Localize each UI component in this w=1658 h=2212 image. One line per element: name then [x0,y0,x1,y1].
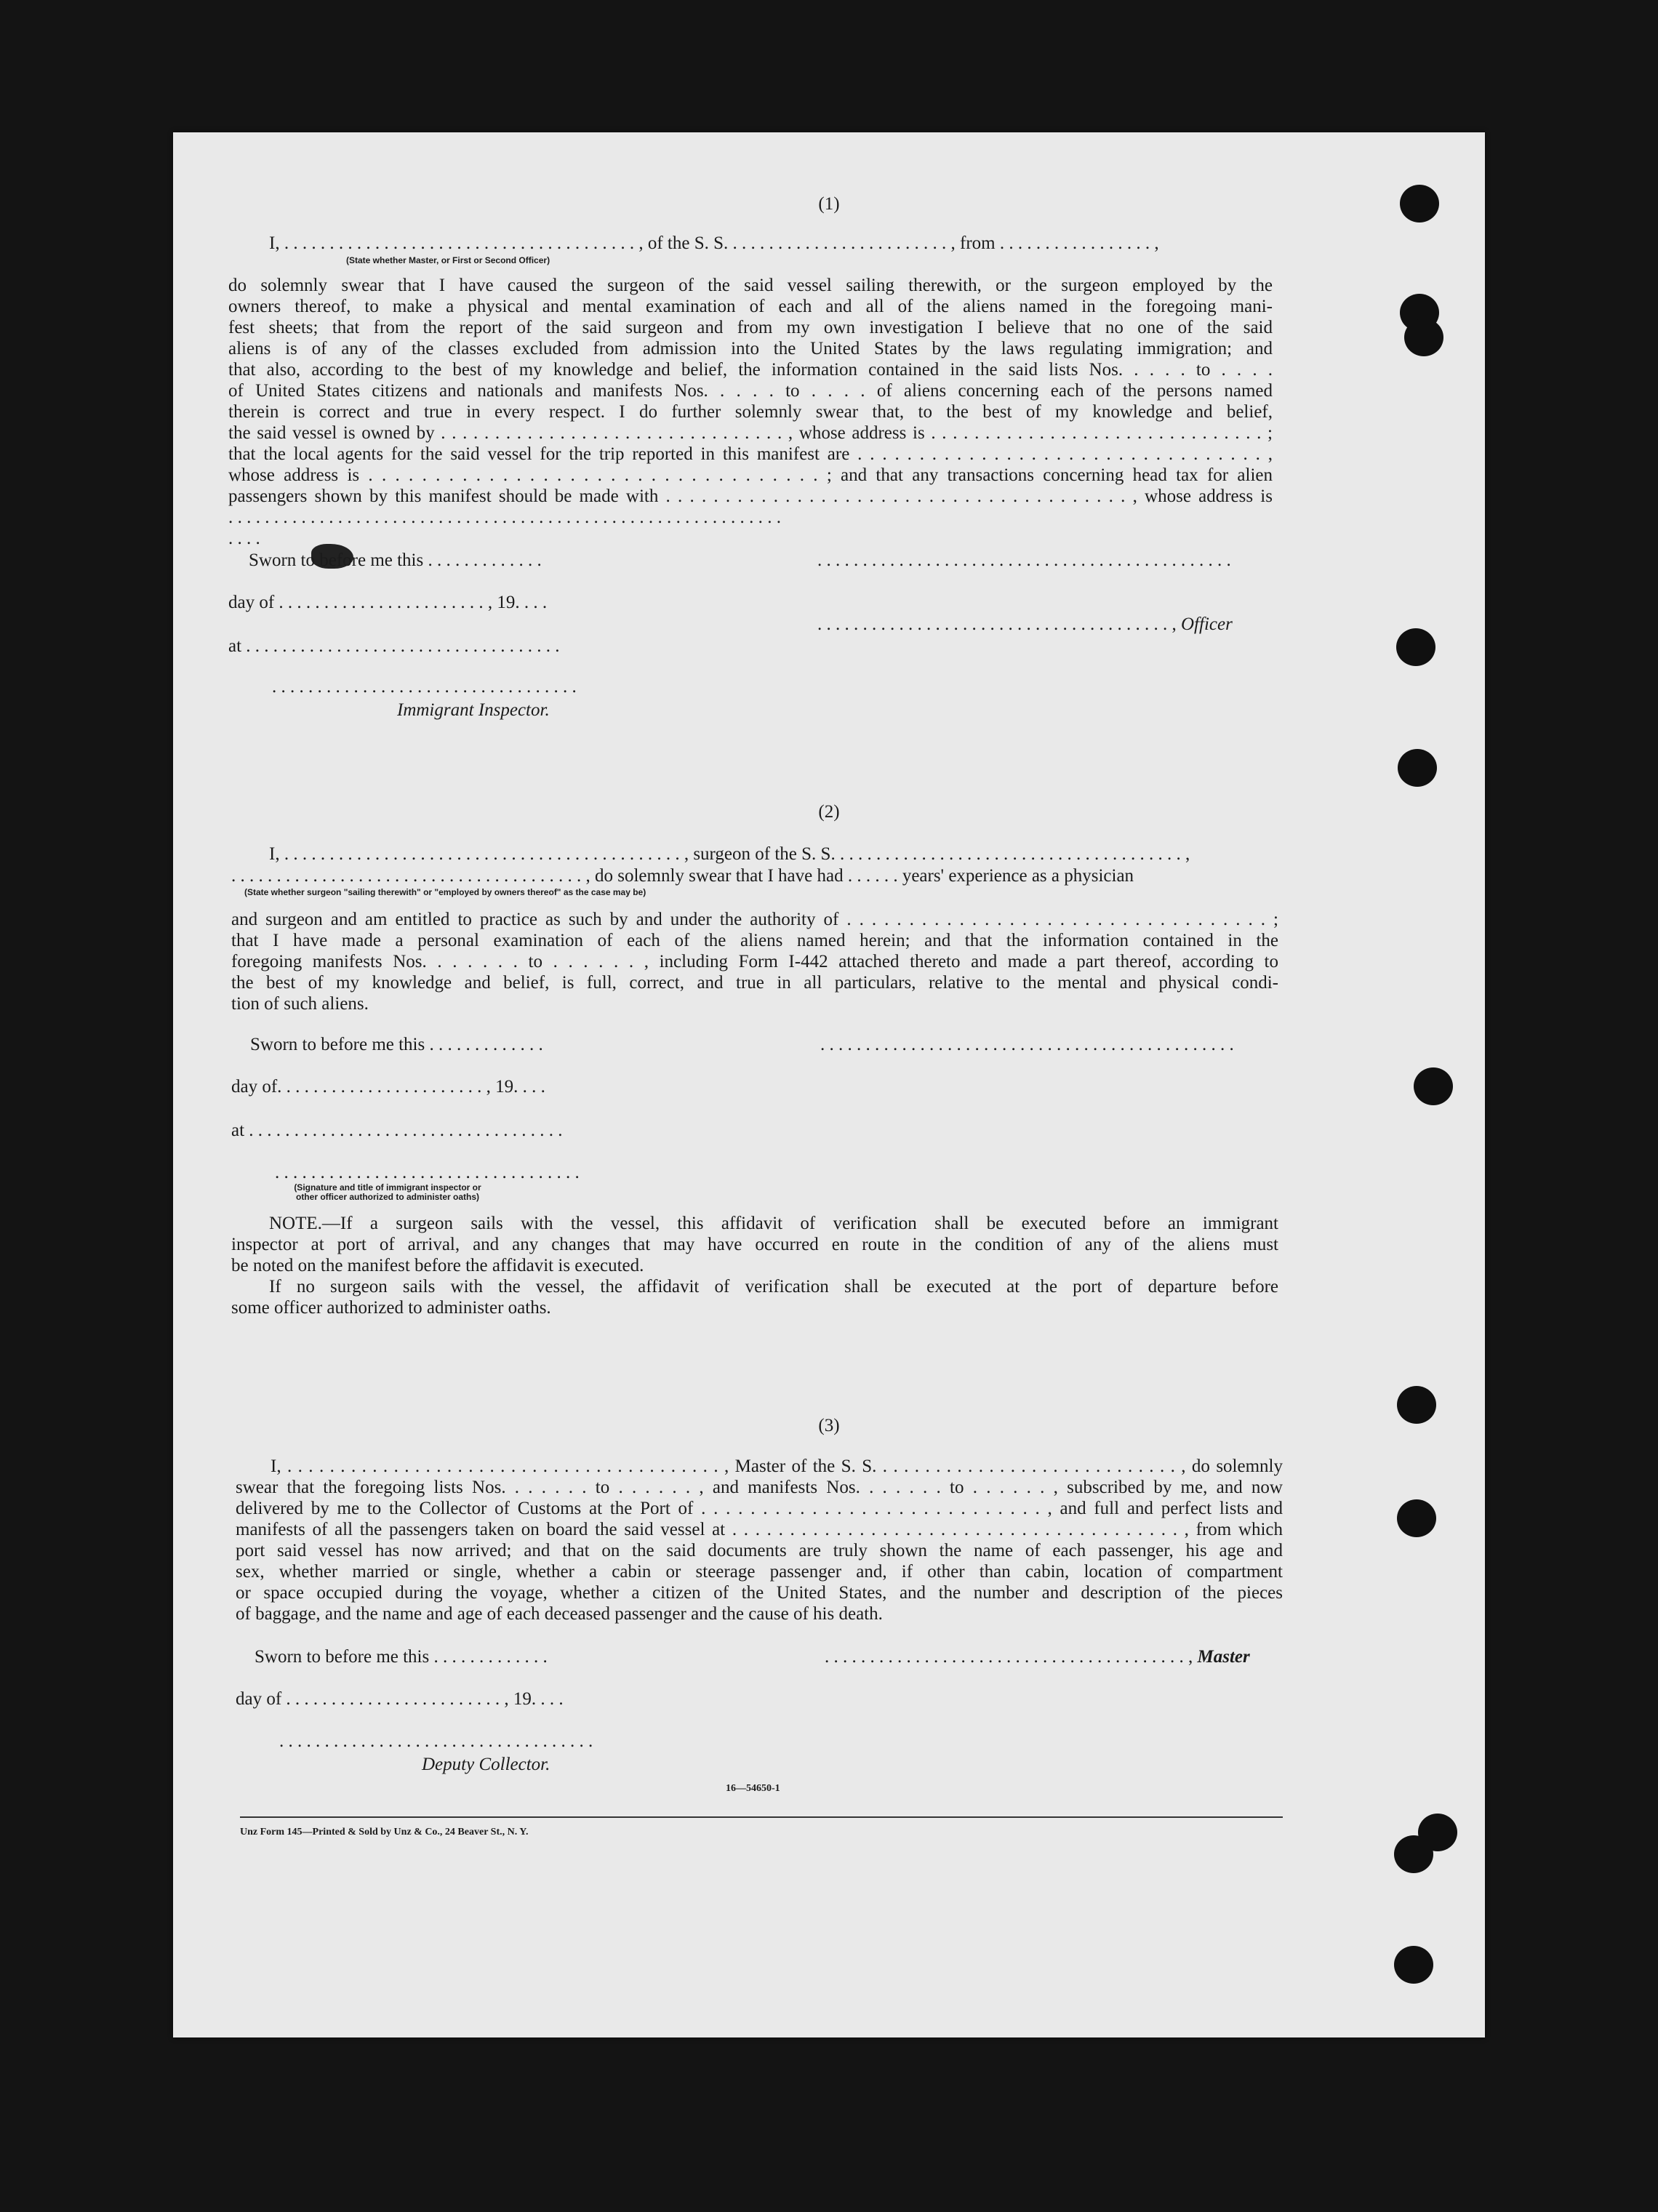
body-line: sex, whether married or single, whether a cabin or steerage passenger and, if other than cabin, location of compartment [236,1562,1283,1582]
section-number: (3) [818,1416,840,1435]
printer-imprint: Unz Form 145—Printed & Sold by Unz & Co., 24 Beaver St., N. Y. [240,1827,529,1838]
form-page [173,132,1485,2037]
note-line: If no surgeon sails with the vessel, the affidavit of verification shall be executed at the port of departure before [269,1277,1278,1297]
day-of-line: day of . . . . . . . . . . . . . . . . . . . . . . . , 19. . . . [228,593,548,612]
day-of-line: day of. . . . . . . . . . . . . . . . . . . . . . . , 19. . . . [231,1077,545,1097]
deputy-label: Deputy Collector. [422,1755,550,1774]
body-line: therein is correct and true in every respect. I do further solemnly swear that, to the best of my knowledge and belief, [228,402,1273,422]
body-line: that I have made a personal examination of each of the aliens named herein; and that the information contained in the [231,931,1278,950]
surgeon-line: I, . . . . . . . . . . . . . . . . . . . . . . . . . . . . . . . . . . . . . . . . . . . . , surgeon of the S. S. . . . . . . . . . . . . . . . . . . . . . . . . . . . . . . . . . . . . . . , [269,844,1190,864]
surgeon-caption: (State whether surgeon "sailing therewith" or "employed by owners thereof" as the case may be) [244,887,646,897]
officer-label: Officer [1181,614,1233,634]
note-line: NOTE.—If a surgeon sails with the vessel, this affidavit of verification shall be executed before an immigrant [269,1214,1278,1233]
inspector-dots: . . . . . . . . . . . . . . . . . . . . . . . . . . . . . . . . . . [272,677,577,697]
binder-hole [1414,1067,1453,1105]
section-number: (2) [818,802,840,822]
body-line: the said vessel is owned by . . . . . . . . . . . . . . . . . . . . . . . . . . . . . . . . , whose address is . . . . . . . . . . . . . . . . . . . . . . . . . . . . . . . ; [228,423,1273,443]
body-line: I, . . . . . . . . . . . . . . . . . . . . . . . . . . . . . . . . . . . . . . . . . , Master of the S. S. . . . . . . . . . . . . . . . . . . . . . . . . . . . . , do solemnly [271,1456,1283,1476]
signature-dots: . . . . . . . . . . . . . . . . . . . . . . . . . . . . . . . . . . . . . . . . . . . . . . [817,550,1231,570]
note-block [231,1213,1278,1318]
section-3-body [236,1456,1283,1624]
note-line: inspector at port of arrival, and any changes that may have occurred en route in the condition of any of the aliens must [231,1235,1278,1254]
binder-hole [1394,1946,1433,1984]
deputy-dots: . . . . . . . . . . . . . . . . . . . . . . . . . . . . . . . . . . . [279,1731,593,1751]
body-line: do solemnly swear that I have caused the surgeon of the said vessel sailing therewith, or the surgeon employed by the [228,276,1273,295]
signature-caption: (Signature and title of immigrant inspector or [294,1182,481,1193]
day-of-line: day of . . . . . . . . . . . . . . . . . . . . . . . . , 19. . . . [236,1689,564,1709]
body-line: tion of such aliens. [231,994,369,1014]
binder-hole [1394,1835,1433,1873]
form-code: 16—54650-1 [726,1783,780,1794]
body-line: delivered by me to the Collector of Customs at the Port of . . . . . . . . . . . . . . . . . . . . . . . . . . . . , and full and perfect lists and [236,1499,1283,1518]
body-line: passengers shown by this manifest should be made with . . . . . . . . . . . . . . . . . . . . . . . . . . . . . . . . . . . . . . . , whose address is [228,486,1273,506]
note-line: be noted on the manifest before the affidavit is executed. [231,1256,644,1275]
note-line: some officer authorized to administer oaths. [231,1298,551,1318]
body-line: the best of my knowledge and belief, is full, correct, and true in all particulars, relative to the mental and physical condi- [231,973,1278,993]
signature-dots: . . . . . . . . . . . . . . . . . . . . . . . . . . . . . . . . . . . . . . . . . . . . . . [820,1035,1234,1054]
binder-hole [1396,628,1435,666]
body-line: aliens is of any of the classes excluded from admission into the United States by the laws regulating immigration; and [228,339,1273,358]
body-line: manifests of all the passengers taken on board the said vessel at . . . . . . . . . . . . . . . . . . . . . . . . . . . . . . . . . . . . . . . , from which [236,1520,1283,1539]
oath-caption: (State whether Master, or First or Second Officer) [346,255,550,265]
inspector-label: Immigrant Inspector. [397,700,550,720]
oath-line: I, . . . . . . . . . . . . . . . . . . . . . . . . . . . . . . . . . . . . . . . , of the S. S. . . . . . . . . . . . . . . . . . . . . . . . . , from . . . . . . . . . . . . . . . . . , [269,233,1159,253]
body-line: that the local agents for the said vessel for the trip reported in this manifest are . . . . . . . . . . . . . . . . . . . . . . . . . . . . . . . . . , [228,444,1273,464]
surgeon-line-2: . . . . . . . . . . . . . . . . . . . . . . . . . . . . . . . . . . . . . . . , do solemnly swear that I have had . . . . . . years' experience as a physician [231,866,1134,886]
at-line: at . . . . . . . . . . . . . . . . . . . . . . . . . . . . . . . . . . . [228,636,560,656]
body-line: swear that the foregoing lists Nos. . . . . . . to . . . . . . , and manifests Nos. . . . . . . to . . . . . . , subscribed by me, and now [236,1478,1283,1497]
footer-rule [240,1816,1283,1818]
inspector-dots: . . . . . . . . . . . . . . . . . . . . . . . . . . . . . . . . . . [275,1163,580,1182]
officer-dots: . . . . . . . . . . . . . . . . . . . . . . . . . . . . . . . . . . . . . . . , [817,614,1181,634]
sworn-line: Sworn to before me this . . . . . . . . . . . . . [255,1647,548,1667]
body-line: of United States citizens and nationals and manifests Nos. . . . . to . . . . of aliens concerning each of the persons named [228,381,1273,401]
body-line: and surgeon and am entitled to practice as such by and under the authority of . . . . . . . . . . . . . . . . . . . . . . . . . . . . . . . . . . ; [231,910,1278,929]
binder-hole [1398,749,1437,787]
body-line: that also, according to the best of my knowledge and belief, the information contained in the said lists Nos. . . . . to . . . . [228,360,1273,380]
body-line: fest sheets; that from the report of the said surgeon and from my own investigation I believe that no one of the said [228,318,1273,337]
at-line: at . . . . . . . . . . . . . . . . . . . . . . . . . . . . . . . . . . . [231,1121,563,1140]
officer-signature-line [817,614,1233,635]
body-line: foregoing manifests Nos. . . . . . . to . . . . . . , including Form I-442 attached thereto and made a part thereof, according to [231,952,1278,971]
body-line: whose address is . . . . . . . . . . . . . . . . . . . . . . . . . . . . . . . . . . ; and that any transactions concerning head tax for alien [228,465,1273,485]
master-dots: . . . . . . . . . . . . . . . . . . . . . . . . . . . . . . . . . . . . . . . . , [825,1647,1198,1667]
sworn-line: Sworn to before me this . . . . . . . . . . . . . [250,1035,543,1054]
signature-caption: other officer authorized to administer oaths) [295,1192,480,1202]
section-number: (1) [818,194,840,214]
binder-hole [1397,1499,1436,1537]
binder-hole [1404,318,1443,356]
sworn-line: Sworn to before me this . . . . . . . . . . . . . [249,550,542,570]
body-line: or space occupied during the voyage, whether a citizen of the United States, and the number and description of the pieces [236,1583,1283,1603]
section-2-body [231,909,1278,1014]
section-1-body [228,275,1273,548]
master-label: Master [1197,1647,1250,1667]
body-line: of baggage, and the name and age of each deceased passenger and the cause of his death. [236,1604,883,1624]
master-signature-line [825,1646,1250,1667]
body-line: . . . . . . . . . . . . . . . . . . . . . . . . . . . . . . . . . . . . . . . . . . . . . . . . . . . . . . . . . . . . . . . . . [228,508,781,548]
body-line: owners thereof, to make a physical and mental examination of each and all of the aliens named in the foregoing mani- [228,297,1273,316]
body-line: port said vessel has now arrived; and that on the said documents are truly shown the name of each passenger, his age and [236,1541,1283,1560]
